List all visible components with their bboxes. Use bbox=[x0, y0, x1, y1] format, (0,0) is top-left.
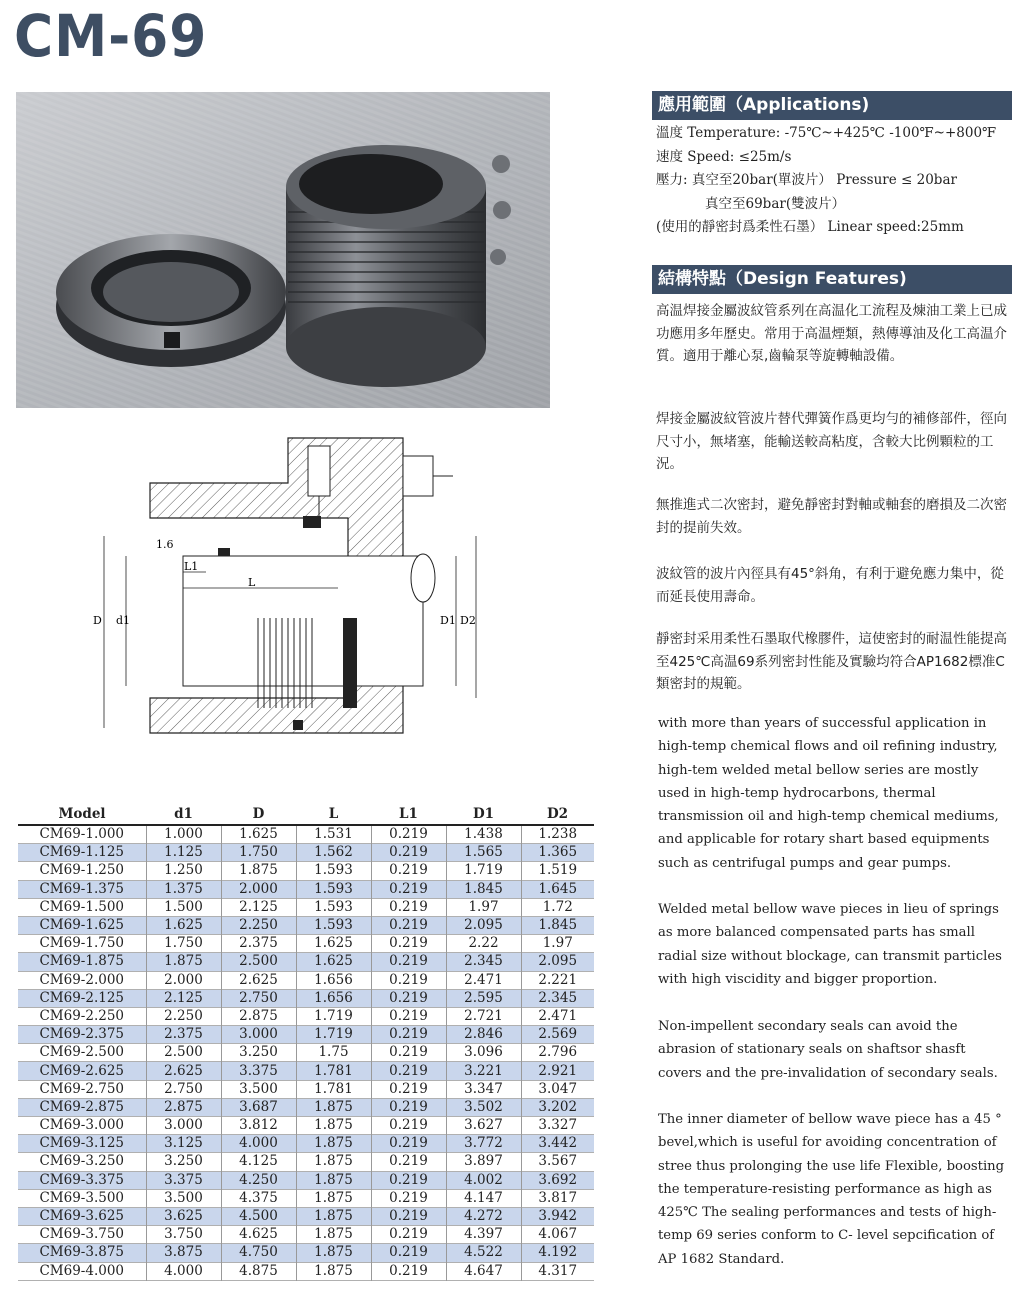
cell-big-d1: 3.627 bbox=[446, 1117, 521, 1135]
cell-l1: 0.219 bbox=[371, 1226, 446, 1244]
col-header-l: L bbox=[296, 804, 371, 825]
col-header-d1: d1 bbox=[146, 804, 221, 825]
app-line-speed: 速度 Speed: ≤25m/s bbox=[656, 148, 792, 165]
cell-big-d2: 1.845 bbox=[521, 916, 594, 934]
cell-l1: 0.219 bbox=[371, 825, 446, 844]
cell-big-d1: 3.897 bbox=[446, 1153, 521, 1171]
col-header-l1: L1 bbox=[371, 804, 446, 825]
cell-model: CM69-4.000 bbox=[18, 1262, 146, 1280]
cell-big-d1: 3.221 bbox=[446, 1062, 521, 1080]
design-en-para-1: with more than years of successful application in high-temp chemical flows and oil refining industry, high-tem welded metal bellow series are mostly used in high-temp hydrocarbons, thermal transmission oil and high-temp chemical mediums, and applicable for rotary shart based equipments such as centrifugal pumps and gear pumps. bbox=[658, 716, 999, 871]
cell-l: 1.875 bbox=[296, 1171, 371, 1189]
cell-d: 1.875 bbox=[221, 862, 296, 880]
cell-l: 1.562 bbox=[296, 844, 371, 862]
cell-model: CM69-1.250 bbox=[18, 862, 146, 880]
cell-d1: 2.875 bbox=[146, 1098, 221, 1116]
cell-model: CM69-2.750 bbox=[18, 1080, 146, 1098]
cell-d: 2.125 bbox=[221, 898, 296, 916]
design-en-para-2: Welded metal bellow wave pieces in lieu of springs as more balanced compensated parts has small radial size without blockage, can transmit particles with high viscidity and bigger proportion. bbox=[658, 902, 1002, 987]
cell-d1: 1.375 bbox=[146, 880, 221, 898]
cell-l: 1.593 bbox=[296, 862, 371, 880]
cell-big-d1: 3.502 bbox=[446, 1098, 521, 1116]
cell-big-d2: 1.365 bbox=[521, 844, 594, 862]
cell-model: CM69-1.875 bbox=[18, 953, 146, 971]
cell-big-d2: 4.067 bbox=[521, 1226, 594, 1244]
cell-d1: 2.375 bbox=[146, 1026, 221, 1044]
col-header-d: D bbox=[221, 804, 296, 825]
cell-big-d1: 3.347 bbox=[446, 1080, 521, 1098]
cell-d: 2.625 bbox=[221, 971, 296, 989]
dim-label-big-d1: D1 bbox=[440, 614, 456, 627]
table-row bbox=[18, 825, 594, 844]
cell-l1: 0.219 bbox=[371, 1044, 446, 1062]
cell-big-d2: 2.095 bbox=[521, 953, 594, 971]
table-header-row bbox=[18, 804, 594, 825]
cell-d: 4.750 bbox=[221, 1244, 296, 1262]
cell-d1: 3.000 bbox=[146, 1117, 221, 1135]
cell-l1: 0.219 bbox=[371, 1262, 446, 1280]
cell-l1: 0.219 bbox=[371, 1062, 446, 1080]
cell-d: 2.750 bbox=[221, 989, 296, 1007]
cell-d1: 1.750 bbox=[146, 935, 221, 953]
cell-l: 1.593 bbox=[296, 916, 371, 934]
cell-l: 1.875 bbox=[296, 1189, 371, 1207]
table-row bbox=[18, 953, 594, 971]
cell-big-d2: 3.567 bbox=[521, 1153, 594, 1171]
cell-model: CM69-2.000 bbox=[18, 971, 146, 989]
dim-label-big-d2: D2 bbox=[460, 614, 476, 627]
cell-d1: 3.875 bbox=[146, 1244, 221, 1262]
table-row bbox=[18, 1153, 594, 1171]
cell-big-d2: 4.317 bbox=[521, 1262, 594, 1280]
cell-l1: 0.219 bbox=[371, 1007, 446, 1025]
cell-d1: 3.250 bbox=[146, 1153, 221, 1171]
cell-l: 1.875 bbox=[296, 1153, 371, 1171]
cell-model: CM69-1.750 bbox=[18, 935, 146, 953]
app-line-graphite: (使用的靜密封爲柔性石墨） Linear speed:25mm bbox=[656, 219, 964, 235]
cell-d: 2.875 bbox=[221, 1007, 296, 1025]
table-row bbox=[18, 1026, 594, 1044]
cell-big-d1: 4.647 bbox=[446, 1262, 521, 1280]
cell-l1: 0.219 bbox=[371, 971, 446, 989]
dim-label-l: L bbox=[248, 576, 256, 589]
cell-model: CM69-3.000 bbox=[18, 1117, 146, 1135]
cell-d: 1.625 bbox=[221, 825, 296, 844]
cell-d: 3.375 bbox=[221, 1062, 296, 1080]
cell-l: 1.875 bbox=[296, 1098, 371, 1116]
cell-big-d2: 1.519 bbox=[521, 862, 594, 880]
cell-model: CM69-2.625 bbox=[18, 1062, 146, 1080]
cell-l1: 0.219 bbox=[371, 898, 446, 916]
cell-l1: 0.219 bbox=[371, 935, 446, 953]
cell-l1: 0.219 bbox=[371, 1135, 446, 1153]
table-row bbox=[18, 1080, 594, 1098]
cell-d: 4.250 bbox=[221, 1171, 296, 1189]
cell-l1: 0.219 bbox=[371, 916, 446, 934]
cell-l1: 0.219 bbox=[371, 1244, 446, 1262]
cell-d1: 3.625 bbox=[146, 1207, 221, 1225]
cell-big-d2: 1.238 bbox=[521, 825, 594, 844]
table-row bbox=[18, 880, 594, 898]
col-header-big-d1: D1 bbox=[446, 804, 521, 825]
cell-l1: 0.219 bbox=[371, 880, 446, 898]
cell-d: 3.250 bbox=[221, 1044, 296, 1062]
cell-d: 1.750 bbox=[221, 844, 296, 862]
cell-big-d2: 2.921 bbox=[521, 1062, 594, 1080]
cross-section-drawing bbox=[88, 428, 488, 768]
cell-model: CM69-3.750 bbox=[18, 1226, 146, 1244]
cell-d: 2.375 bbox=[221, 935, 296, 953]
cell-l: 1.531 bbox=[296, 825, 371, 844]
cell-big-d1: 1.565 bbox=[446, 844, 521, 862]
table-row bbox=[18, 1207, 594, 1225]
cell-model: CM69-3.375 bbox=[18, 1171, 146, 1189]
cell-d1: 3.125 bbox=[146, 1135, 221, 1153]
table-row bbox=[18, 898, 594, 916]
cell-big-d2: 3.327 bbox=[521, 1117, 594, 1135]
table-body bbox=[18, 825, 594, 1280]
app-line-pressure-double: 真空至69bar(雙波片） bbox=[705, 195, 846, 212]
cell-big-d2: 3.692 bbox=[521, 1171, 594, 1189]
cell-l: 1.75 bbox=[296, 1044, 371, 1062]
cell-l: 1.875 bbox=[296, 1117, 371, 1135]
cell-l: 1.625 bbox=[296, 953, 371, 971]
cell-d1: 2.000 bbox=[146, 971, 221, 989]
cell-big-d1: 2.345 bbox=[446, 953, 521, 971]
cell-big-d1: 4.522 bbox=[446, 1244, 521, 1262]
col-header-big-d2: D2 bbox=[521, 804, 594, 825]
applications-list bbox=[656, 122, 996, 240]
cell-model: CM69-1.000 bbox=[18, 825, 146, 844]
cell-big-d2: 1.72 bbox=[521, 898, 594, 916]
cell-model: CM69-1.500 bbox=[18, 898, 146, 916]
cell-l: 1.625 bbox=[296, 935, 371, 953]
cell-big-d1: 4.002 bbox=[446, 1171, 521, 1189]
cell-l1: 0.219 bbox=[371, 1117, 446, 1135]
cell-big-d2: 2.221 bbox=[521, 971, 594, 989]
seal-photo-illustration bbox=[16, 92, 550, 408]
table-row bbox=[18, 1226, 594, 1244]
table-row bbox=[18, 1062, 594, 1080]
cell-d1: 3.375 bbox=[146, 1171, 221, 1189]
cell-big-d2: 2.345 bbox=[521, 989, 594, 1007]
cell-big-d2: 1.97 bbox=[521, 935, 594, 953]
cell-l1: 0.219 bbox=[371, 1080, 446, 1098]
dim-label-d: D bbox=[93, 614, 102, 627]
cell-big-d1: 1.845 bbox=[446, 880, 521, 898]
page-title: CM-69 bbox=[14, 2, 208, 70]
cell-big-d2: 3.202 bbox=[521, 1098, 594, 1116]
cell-d1: 2.625 bbox=[146, 1062, 221, 1080]
cell-l1: 0.219 bbox=[371, 1207, 446, 1225]
cell-big-d2: 2.569 bbox=[521, 1026, 594, 1044]
cell-model: CM69-2.875 bbox=[18, 1098, 146, 1116]
cell-l1: 0.219 bbox=[371, 989, 446, 1007]
table-row bbox=[18, 1262, 594, 1280]
dim-label-l1: L1 bbox=[184, 560, 199, 573]
cell-big-d1: 1.438 bbox=[446, 825, 521, 844]
cell-d1: 2.250 bbox=[146, 1007, 221, 1025]
cell-model: CM69-1.375 bbox=[18, 880, 146, 898]
table-row bbox=[18, 1007, 594, 1025]
cell-model: CM69-2.250 bbox=[18, 1007, 146, 1025]
cell-big-d1: 2.471 bbox=[446, 971, 521, 989]
cell-big-d1: 2.22 bbox=[446, 935, 521, 953]
table-row bbox=[18, 971, 594, 989]
cell-d1: 4.000 bbox=[146, 1262, 221, 1280]
cell-l1: 0.219 bbox=[371, 844, 446, 862]
app-line-temperature: 溫度 Temperature: -75℃~+425℃ -100℉~+800℉ bbox=[656, 125, 997, 141]
cell-big-d1: 2.721 bbox=[446, 1007, 521, 1025]
cell-big-d1: 2.846 bbox=[446, 1026, 521, 1044]
cell-l: 1.719 bbox=[296, 1007, 371, 1025]
cell-l: 1.875 bbox=[296, 1226, 371, 1244]
cell-l: 1.781 bbox=[296, 1062, 371, 1080]
cell-l1: 0.219 bbox=[371, 862, 446, 880]
cell-big-d1: 4.147 bbox=[446, 1189, 521, 1207]
cell-d: 2.250 bbox=[221, 916, 296, 934]
cell-d: 4.125 bbox=[221, 1153, 296, 1171]
table-row bbox=[18, 844, 594, 862]
cell-big-d2: 3.047 bbox=[521, 1080, 594, 1098]
col-header-model: Model bbox=[18, 804, 146, 825]
cell-d: 3.812 bbox=[221, 1117, 296, 1135]
design-zh-para-5: 靜密封采用柔性石墨取代橡膠件，這使密封的耐温性能提高至425℃高温69系列密封性能及實驗均符合AP1682標准C類密封的規範。 bbox=[656, 631, 1007, 692]
cell-d: 3.000 bbox=[221, 1026, 296, 1044]
table-row bbox=[18, 1044, 594, 1062]
cell-l: 1.781 bbox=[296, 1080, 371, 1098]
table-row bbox=[18, 1171, 594, 1189]
cell-d1: 2.500 bbox=[146, 1044, 221, 1062]
design-en-para-3: Non-impellent secondary seals can avoid the abrasion of stationary seals on shaftsor shasft covers and the pre-invalidation of secondary seals. bbox=[658, 1019, 998, 1081]
cell-big-d2: 2.471 bbox=[521, 1007, 594, 1025]
cell-model: CM69-2.375 bbox=[18, 1026, 146, 1044]
cell-d: 2.000 bbox=[221, 880, 296, 898]
cell-d1: 1.125 bbox=[146, 844, 221, 862]
cell-big-d2: 3.442 bbox=[521, 1135, 594, 1153]
cell-l: 1.875 bbox=[296, 1207, 371, 1225]
cell-d1: 3.500 bbox=[146, 1189, 221, 1207]
cell-big-d2: 3.817 bbox=[521, 1189, 594, 1207]
app-line-pressure: 壓力: 真空至20bar(單波片） Pressure ≤ 20bar bbox=[656, 172, 957, 188]
product-photo bbox=[16, 92, 550, 408]
roughness-label: 1.6 bbox=[156, 538, 174, 551]
table-row bbox=[18, 989, 594, 1007]
cell-l: 1.593 bbox=[296, 898, 371, 916]
cell-d1: 2.750 bbox=[146, 1080, 221, 1098]
cell-l1: 0.219 bbox=[371, 1153, 446, 1171]
cell-model: CM69-3.875 bbox=[18, 1244, 146, 1262]
cell-l1: 0.219 bbox=[371, 1098, 446, 1116]
table-row bbox=[18, 1117, 594, 1135]
applications-heading: 應用範圍（Applications) bbox=[652, 91, 1012, 120]
spec-table bbox=[18, 804, 594, 1281]
cell-big-d1: 1.97 bbox=[446, 898, 521, 916]
cell-model: CM69-1.625 bbox=[18, 916, 146, 934]
cell-big-d1: 4.272 bbox=[446, 1207, 521, 1225]
cell-big-d2: 4.192 bbox=[521, 1244, 594, 1262]
cell-d: 4.625 bbox=[221, 1226, 296, 1244]
table-row bbox=[18, 916, 594, 934]
design-zh-para-2: 焊接金屬波紋管波片替代彈簧作爲更均勻的補修部件，徑向尺寸小，無堵塞，能輸送較高粘度，含較大比例顆粒的工況。 bbox=[656, 411, 1007, 472]
cell-model: CM69-2.500 bbox=[18, 1044, 146, 1062]
dim-label-d1: d1 bbox=[116, 614, 131, 627]
cell-d1: 1.250 bbox=[146, 862, 221, 880]
cell-d: 4.875 bbox=[221, 1262, 296, 1280]
cell-big-d1: 2.595 bbox=[446, 989, 521, 1007]
cell-d: 3.500 bbox=[221, 1080, 296, 1098]
cell-d1: 1.625 bbox=[146, 916, 221, 934]
table-row bbox=[18, 935, 594, 953]
cell-l: 1.719 bbox=[296, 1026, 371, 1044]
cell-l: 1.593 bbox=[296, 880, 371, 898]
cell-d: 4.375 bbox=[221, 1189, 296, 1207]
cell-d1: 2.125 bbox=[146, 989, 221, 1007]
cell-model: CM69-2.125 bbox=[18, 989, 146, 1007]
design-heading: 結構特點（Design Features) bbox=[652, 265, 1012, 294]
cell-l: 1.656 bbox=[296, 989, 371, 1007]
cell-l1: 0.219 bbox=[371, 1189, 446, 1207]
cell-model: CM69-3.625 bbox=[18, 1207, 146, 1225]
cell-big-d1: 2.095 bbox=[446, 916, 521, 934]
table-row bbox=[18, 1098, 594, 1116]
cell-l: 1.875 bbox=[296, 1262, 371, 1280]
cell-l1: 0.219 bbox=[371, 1026, 446, 1044]
cell-model: CM69-3.250 bbox=[18, 1153, 146, 1171]
cell-big-d1: 1.719 bbox=[446, 862, 521, 880]
cell-l: 1.656 bbox=[296, 971, 371, 989]
cell-model: CM69-1.125 bbox=[18, 844, 146, 862]
cell-big-d1: 4.397 bbox=[446, 1226, 521, 1244]
cell-model: CM69-3.125 bbox=[18, 1135, 146, 1153]
cell-l1: 0.219 bbox=[371, 1171, 446, 1189]
cell-big-d1: 3.772 bbox=[446, 1135, 521, 1153]
cell-l1: 0.219 bbox=[371, 953, 446, 971]
cell-d1: 1.000 bbox=[146, 825, 221, 844]
cell-l: 1.875 bbox=[296, 1135, 371, 1153]
table-row bbox=[18, 1189, 594, 1207]
cell-big-d2: 1.645 bbox=[521, 880, 594, 898]
cell-big-d1: 3.096 bbox=[446, 1044, 521, 1062]
cell-d: 3.687 bbox=[221, 1098, 296, 1116]
table-row bbox=[18, 1244, 594, 1262]
cell-d1: 1.875 bbox=[146, 953, 221, 971]
design-zh-para-1: 高温焊接金屬波紋管系列在高温化工流程及煉油工業上已成功應用多年歷史。常用于高温煙類，熱傳導油及化工高温介質。適用于離心泵,齒輪泵等旋轉軸設備。 bbox=[656, 303, 1007, 364]
table-row bbox=[18, 1135, 594, 1153]
cell-d: 4.000 bbox=[221, 1135, 296, 1153]
cell-big-d2: 3.942 bbox=[521, 1207, 594, 1225]
design-zh-para-4: 波紋管的波片內徑具有45°斜角，有利于避免應力集中，從而延長使用壽命。 bbox=[656, 566, 1004, 605]
cell-d1: 1.500 bbox=[146, 898, 221, 916]
design-zh-para-3: 無推進式二次密封，避免靜密封對軸或軸套的磨損及二次密封的提前失效。 bbox=[656, 497, 1007, 536]
cell-big-d2: 2.796 bbox=[521, 1044, 594, 1062]
cell-l: 1.875 bbox=[296, 1244, 371, 1262]
cell-d1: 3.750 bbox=[146, 1226, 221, 1244]
cell-d: 4.500 bbox=[221, 1207, 296, 1225]
cell-d: 2.500 bbox=[221, 953, 296, 971]
design-en-para-4: The inner diameter of bellow wave piece has a 45 ° bevel,which is useful for avoiding concentration of stree thus prolonging the use life Flexible, boosting the temperature-resisting performance as high as 425℃ The sealing performances and tests of high-temp 69 series conform to C- level sepcification of AP 1682 Standard. bbox=[658, 1112, 1005, 1267]
table-row bbox=[18, 862, 594, 880]
cell-model: CM69-3.500 bbox=[18, 1189, 146, 1207]
